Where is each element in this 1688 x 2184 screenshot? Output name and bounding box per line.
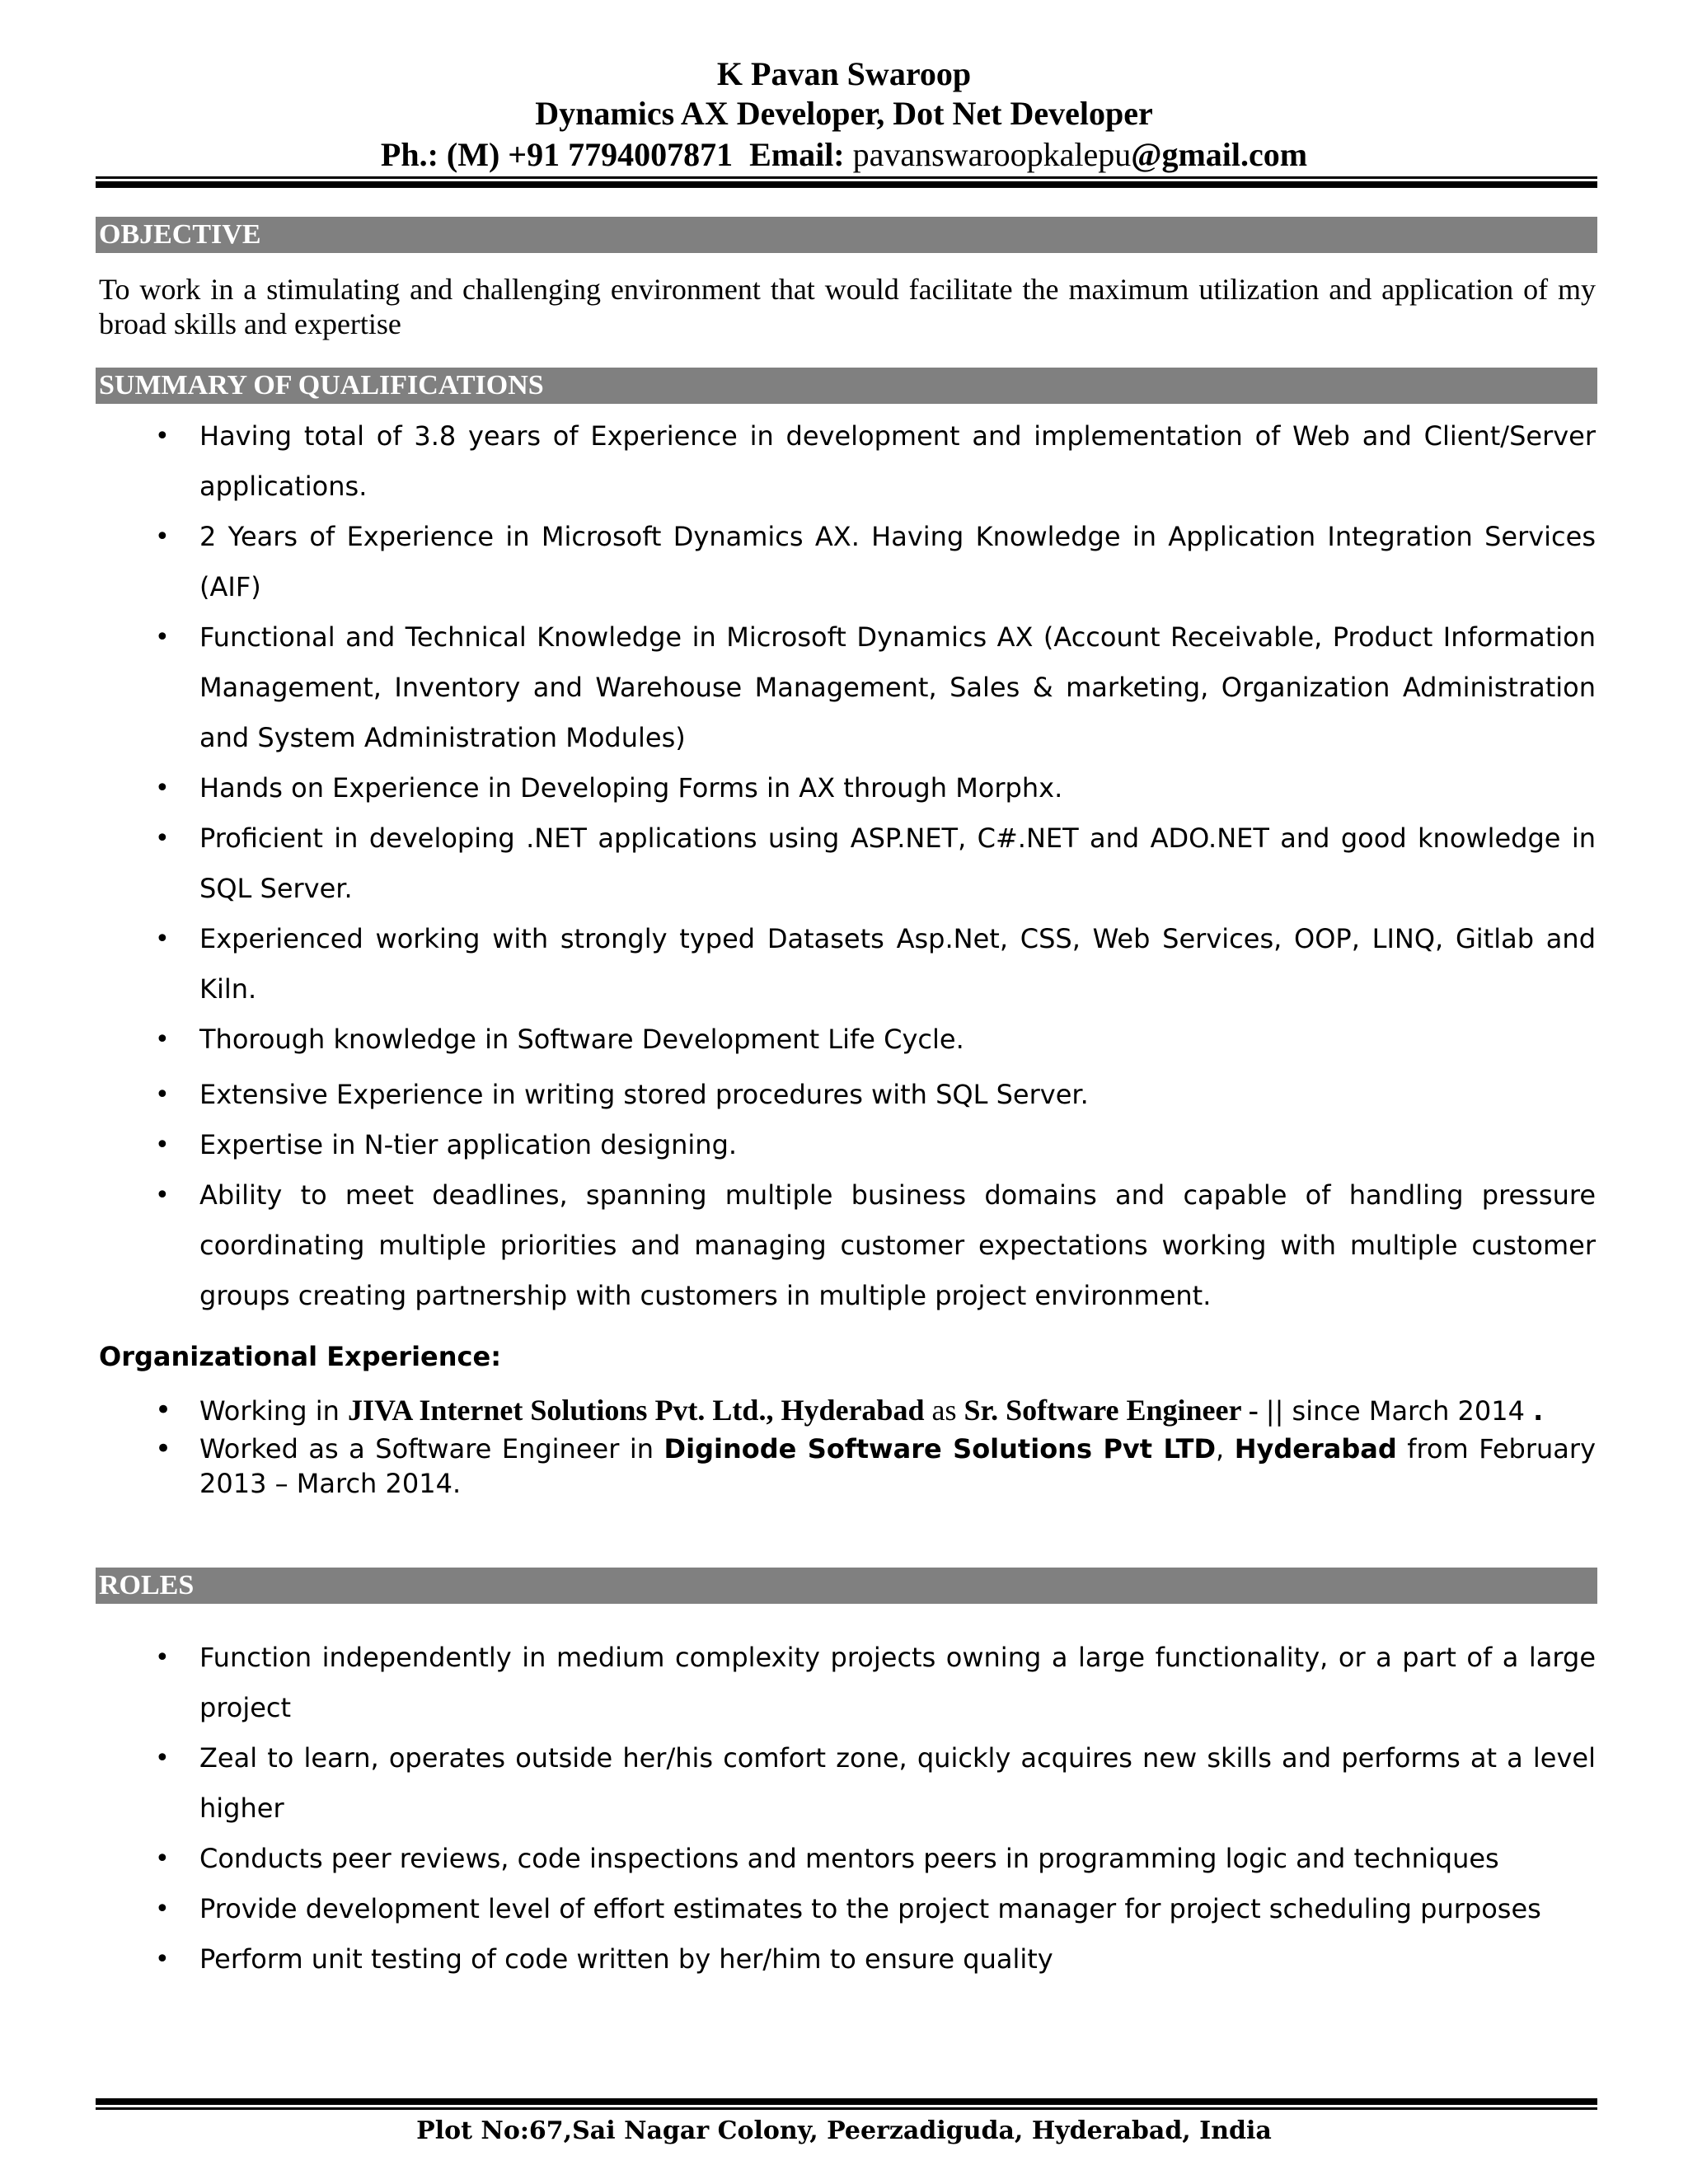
bullet-icon: •: [155, 1080, 170, 1109]
roles-list: [0, 1633, 1596, 1985]
job2-company: Diginode Software Solutions Pvt LTD: [663, 1433, 1217, 1465]
bullet-icon: •: [155, 422, 170, 451]
job-item: • Working in JIVA Internet Solutions Pvt. Ltd., Hyderabad as Sr. Software Engineer - || since March 2014 .: [155, 1394, 1544, 1427]
header-rule-thick: [96, 181, 1597, 188]
summary-item: • Expertise in N-tier application designing.: [199, 1120, 1596, 1170]
bullet-icon: •: [155, 1131, 170, 1160]
bullet-icon: •: [155, 1432, 172, 1465]
job-item: • Worked as a Software Engineer in Diginode Software Solutions Pvt LTD, Hyderabad from February 2013 – March 2014.: [155, 1432, 1596, 1499]
bullet-icon: •: [155, 1181, 170, 1210]
email-user: pavanswaroopkalepu: [852, 136, 1132, 173]
job2-city: Hyderabad: [1234, 1433, 1397, 1465]
summary-item: • Ability to meet deadlines, spanning multiple business domains and capable of handling pressure coordinating multiple priorities and managing customer expectations working with multiple customer groups creating partnership with customers in multiple project environment.: [199, 1170, 1596, 1321]
summary-item: • Extensive Experience in writing stored procedures with SQL Server.: [199, 1070, 1596, 1120]
job1-role: Sr. Software Engineer -: [964, 1394, 1266, 1427]
summary-item: • Functional and Technical Knowledge in Microsoft Dynamics AX (Account Receivable, Product Information Management, Inventory and Warehouse Management, Sales & marketing, Organization Administration and System Administration Modules): [199, 612, 1596, 763]
bullet-icon: •: [155, 774, 170, 803]
candidate-title: Dynamics AX Developer, Dot Net Developer: [535, 95, 1153, 132]
summary-item: • Proficient in developing .NET applications using ASP.NET, C#.NET and ADO.NET and good knowledge in SQL Server.: [199, 813, 1596, 914]
roles-heading: ROLES: [96, 1568, 1597, 1604]
role-item: • Zeal to learn, operates outside her/his comfort zone, quickly acquires new skills and performs at a level higher: [199, 1733, 1596, 1834]
bullet-icon: •: [155, 1025, 170, 1054]
job1-company: JIVA Internet Solutions Pvt. Ltd., Hyderabad: [348, 1394, 925, 1427]
role-item: • Conducts peer reviews, code inspections and mentors peers in programming logic and techniques: [199, 1834, 1596, 1884]
bullet-icon: •: [155, 1945, 170, 1974]
email-domain: @gmail.com: [1131, 136, 1308, 173]
objective-heading: OBJECTIVE: [96, 217, 1597, 253]
summary-item: • Hands on Experience in Developing Forms in AX through Morphx.: [199, 763, 1596, 813]
bullet-icon: •: [155, 1844, 170, 1873]
summary-item: • 2 Years of Experience in Microsoft Dynamics AX. Having Knowledge in Application Integration Services (AIF): [199, 512, 1596, 612]
summary-item: • Thorough knowledge in Software Development Life Cycle.: [199, 1015, 1596, 1065]
summary-item: • Experienced working with strongly typed Datasets Asp.Net, CSS, Web Services, OOP, LINQ, Gitlab and Kiln.: [199, 914, 1596, 1015]
contact-line: [0, 135, 1688, 175]
bullet-icon: •: [155, 824, 170, 853]
role-item: • Function independently in medium complexity projects owning a large functionality, or a part of a large project: [199, 1633, 1596, 1733]
footer-address: Plot No:67,Sai Nagar Colony, Peerzadiguda, Hyderabad, India: [416, 2116, 1272, 2145]
org-experience-list: [0, 1393, 1596, 1501]
bullet-icon: •: [155, 1394, 172, 1427]
bullet-icon: •: [155, 623, 170, 652]
objective-text: To work in a stimulating and challenging environment that would facilitate the maximum utilization and application of my broad skills and expertise: [99, 273, 1596, 340]
header-rule-thin: [96, 176, 1597, 179]
phone-number: Ph.: (M) +91 7794007871: [380, 136, 734, 173]
bullet-icon: •: [155, 1895, 170, 1924]
role-item: • Provide development level of effort estimates to the project manager for project scheduling purposes: [199, 1884, 1596, 1934]
summary-list: [0, 411, 1596, 1321]
bullet-icon: •: [155, 523, 170, 551]
candidate-name: K Pavan Swaroop: [716, 55, 972, 92]
bullet-icon: •: [155, 1643, 170, 1672]
summary-item: • Having total of 3.8 years of Experience in development and implementation of Web and Client/Server applications.: [199, 411, 1596, 512]
role-item: • Perform unit testing of code written by her/him to ensure quality: [199, 1934, 1596, 1985]
bullet-icon: •: [155, 925, 170, 954]
footer-rule-thin: [96, 2107, 1597, 2110]
email-label: Email:: [749, 136, 845, 173]
summary-heading: SUMMARY OF QUALIFICATIONS: [96, 368, 1597, 404]
footer-rule-thick: [96, 2098, 1597, 2105]
bullet-icon: •: [155, 1744, 170, 1773]
org-experience-heading: Organizational Experience:: [99, 1341, 501, 1372]
